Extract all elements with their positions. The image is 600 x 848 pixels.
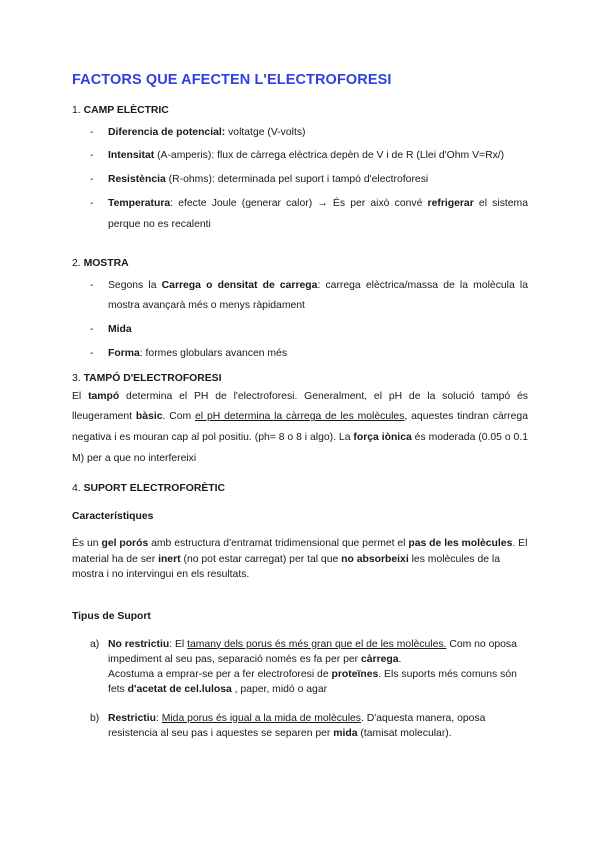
list-item: - Resistència (R-ohms): determinada pel suport i tampó d'electroforesi — [72, 170, 528, 191]
section-number: 4. — [72, 483, 81, 494]
subheading-tipus: Tipus de Suport — [72, 611, 151, 623]
caracteristiques-paragraph: És un gel porós amb estructura d'entramat tridimensional que permet el pas de les molècules. El material ha de ser inert (no pot estar carregat) per tal que no absorbeixi les molècules de la mostra i no intervingui en els resultats. — [72, 538, 528, 581]
section-heading — [72, 103, 528, 119]
section-camp-electric — [72, 103, 528, 239]
list-item: a) No restrictiu: El tamany dels porus és més gran que el de les molècules. Com no oposa impediment al seu pas, separació només es fa per per càrrega. Acostuma a emprar-se per a fer electroforesi de proteïnes. Els suports més comuns són fets d'acetat de cel.lulosa , paper, midó o agar — [90, 638, 517, 695]
list-item: - Mida — [72, 320, 528, 341]
list-item: - Intensitat (A-amperis): flux de càrrega elèctrica depèn de V i de R (Llei d'Ohm V=Rx/) — [72, 146, 528, 167]
subheading-caracteristiques: Característiques — [72, 510, 154, 522]
list-item: - Forma: formes globulars avancen més — [72, 344, 528, 365]
section-suport — [72, 481, 528, 755]
section-mostra — [72, 256, 528, 368]
bullet-list — [72, 276, 528, 365]
section-heading — [72, 371, 528, 387]
section-tampo — [72, 371, 528, 470]
section-heading — [72, 256, 528, 272]
section-title: MOSTRA — [83, 258, 129, 269]
list-item: - Diferencia de potencial: voltatge (V-volts) — [72, 123, 528, 144]
section-title: TAMPÓ D'ELECTROFORESI — [83, 373, 222, 384]
page-title: FACTORS QUE AFECTEN L'ELECTROFORESI — [72, 72, 392, 88]
section-title: CAMP ELÈCTRIC — [83, 105, 169, 116]
section-number: 3. — [72, 373, 81, 384]
section-heading — [72, 481, 528, 497]
section-paragraph: El tampó determina el PH de l'electroforesi. Generalment, el pH de la solució tampó és lleugerament bàsic. Com el pH determina la càrrega de les molècules, aquestes tindran càrrega negativa i es mouran cap al pol positiu. (ph= 8 o 8 i algo). La força iònica és moderada (0.05 o 0.1 M) per a que no interfereixi — [72, 390, 528, 465]
list-marker: a) — [90, 638, 100, 650]
list-item: - Segons la Carrega o densitat de carrega: carrega elèctrica/massa de la molècula la mostra avançarà més o menys ràpidament — [72, 276, 528, 318]
list-item: b) Restrictiu: Mida porus és igual a la mida de molècules. D'aquesta manera, oposa resistencia al seu pas i aquestes se separen per mida (tamisat molecular). — [90, 712, 486, 740]
support-types-list — [72, 637, 528, 741]
section-title: SUPORT ELECTROFORÈTIC — [83, 483, 225, 494]
section-number: 1. — [72, 105, 81, 116]
bullet-list — [72, 123, 528, 236]
list-item: - Temperatura: efecte Joule (generar calor) → És per això convé refrigerar el sistema perque no es recalenti — [72, 194, 528, 236]
section-number: 2. — [72, 258, 81, 269]
list-marker: b) — [90, 712, 100, 724]
